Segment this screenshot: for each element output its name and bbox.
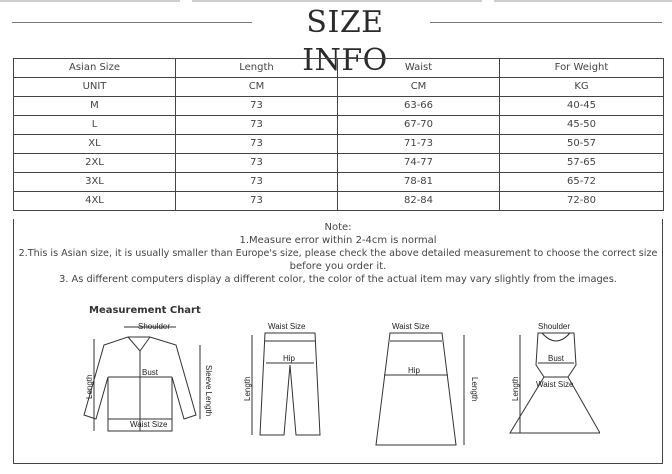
dress-bust-label: Bust (548, 354, 565, 363)
shirt-sleeve-label: Sleeve Length (204, 365, 213, 417)
top-border-right (494, 0, 672, 2)
table-cell: 73 (176, 116, 338, 135)
note-line-2b: before you order it. (289, 261, 387, 272)
skirt-length-label: Length (470, 377, 479, 402)
table-header-row (14, 59, 664, 78)
skirt-hip-label: Hip (408, 366, 421, 375)
note-line-1: 1.Measure error within 2-4cm is normal (239, 235, 437, 246)
unit-cell: UNIT (14, 78, 176, 97)
dress-neckline-icon (542, 333, 570, 341)
top-border-left (0, 0, 180, 2)
table-row (14, 192, 664, 211)
table-cell: 82-84 (338, 192, 500, 211)
shirt-diagram (84, 327, 200, 431)
table-cell: 71-73 (338, 135, 500, 154)
table-cell: XL (14, 135, 176, 154)
table-cell: 45-50 (500, 116, 664, 135)
table-cell: 57-65 (500, 154, 664, 173)
table-unit-row (14, 78, 664, 97)
table-cell: 3XL (14, 173, 176, 192)
table-cell: 73 (176, 154, 338, 173)
title-rule-left (12, 22, 252, 23)
pants-waist-label: Waist Size (268, 322, 306, 331)
table-cell: 73 (176, 135, 338, 154)
table-cell: 74-77 (338, 154, 500, 173)
table-row (14, 135, 664, 154)
skirt-outline-icon (376, 333, 456, 445)
table-cell: 65-72 (500, 173, 664, 192)
skirt-waist-label: Waist Size (392, 322, 430, 331)
size-table (13, 58, 664, 211)
table-row (14, 97, 664, 116)
shirt-waist-label: Waist Size (130, 420, 168, 429)
note-heading: Note: (324, 222, 352, 233)
shirt-bust-label: Bust (142, 368, 159, 377)
header-cell: Length (176, 59, 338, 78)
note-line-3: 3. As different computers display a different color, the color of the actual item may vary slightly from the images. (59, 274, 617, 285)
unit-cell: CM (338, 78, 500, 97)
table-cell: 2XL (14, 154, 176, 173)
unit-cell: KG (500, 78, 664, 97)
dress-waist-label: Waist Size (536, 380, 574, 389)
shirt-shoulder-label: Shoulder (138, 322, 171, 331)
table-cell: 73 (176, 173, 338, 192)
dress-shoulder-label: Shoulder (538, 322, 571, 331)
table-cell: 63-66 (338, 97, 500, 116)
table-cell: L (14, 116, 176, 135)
header-cell: Waist (338, 59, 500, 78)
table-row (14, 154, 664, 173)
pants-outline-icon (260, 333, 320, 435)
shirt-length-label: Length (85, 374, 94, 399)
page-title: SIZE INFO (302, 5, 388, 78)
table-cell: 50-57 (500, 135, 664, 154)
table-cell: 72-80 (500, 192, 664, 211)
pants-length-label: Length (243, 376, 252, 401)
table-cell: 4XL (14, 192, 176, 211)
note-line-2: 2.This is Asian size, it is usually smaller than Europe's size, please check the above detailed measurement to choose the correct size (18, 248, 658, 259)
pants-diagram (252, 333, 320, 435)
measurement-chart-illustrations (80, 315, 600, 455)
table-row (14, 116, 664, 135)
dress-length-label: Length (511, 376, 520, 401)
table-cell: M (14, 97, 176, 116)
header-cell: Asian Size (14, 59, 176, 78)
table-cell: 73 (176, 97, 338, 116)
top-border-mid (192, 0, 482, 2)
table-cell: 67-70 (338, 116, 500, 135)
table-cell: 78-81 (338, 173, 500, 192)
skirt-diagram (376, 333, 464, 445)
shirt-collar-icon (128, 337, 150, 351)
table-cell: 73 (176, 192, 338, 211)
table-cell: 40-45 (500, 97, 664, 116)
table-row (14, 173, 664, 192)
header-cell: For Weight (500, 59, 664, 78)
unit-cell: CM (176, 78, 338, 97)
measurement-chart-title: Measurement Chart (89, 305, 201, 316)
title-rule-right (430, 22, 662, 23)
pants-hip-label: Hip (283, 354, 296, 363)
